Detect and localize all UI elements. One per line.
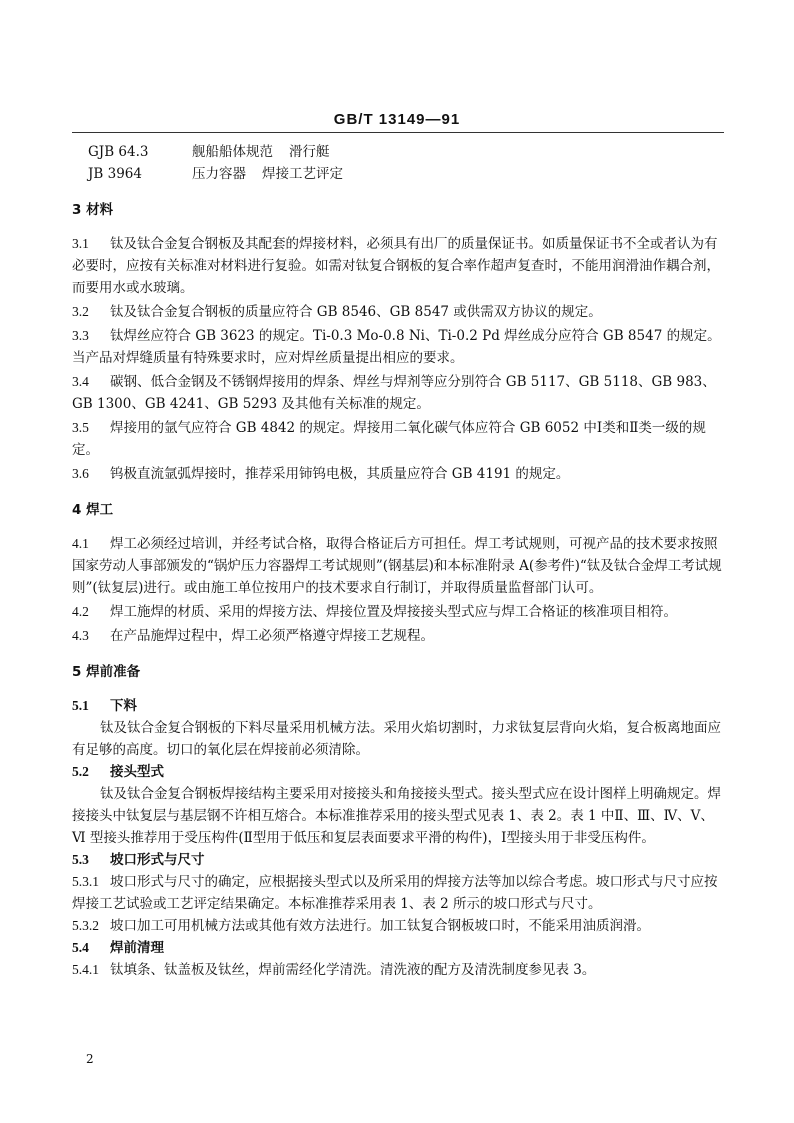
subsection-heading-5-1 (72, 695, 724, 717)
clause-5-3-1 (72, 871, 724, 915)
subsection-heading-5-3 (72, 849, 724, 871)
clause-text: 坡口形式与尺寸的确定，应根据接头型式以及所采用的焊接方法等加以综合考虑。坡口形式与尺寸应按焊接工艺试验或工艺评定结果确定。本标准推荐采用表 1、表 2 所示的坡口形式与尺寸。 (72, 874, 718, 912)
clause-text: 钛及钛合金复合钢板及其配套的焊接材料，必须具有出厂的质量保证书。如质量保证书不全或者认为有必要时，应按有关标准对材料进行复验。如需对钛复合钢板的复合率作超声复查时，不能用润滑油作耦合剂，而要用水或水玻璃。 (72, 236, 720, 296)
reference-extra: 滑行艇 (289, 144, 330, 160)
clause-number: 3.2 (72, 304, 89, 319)
clause-number: 3.3 (72, 328, 89, 343)
clause-text: 焊工施焊的材质、采用的焊接方法、焊接位置及焊接接头型式应与焊工合格证的核准项目相符。 (110, 604, 677, 620)
reference-line (72, 163, 724, 185)
clause-3-4 (72, 371, 724, 415)
clause-text: 焊接用的氩气应符合 GB 4842 的规定。焊接用二氧化碳气体应符合 GB 6052 中Ⅰ类和Ⅱ类一级的规定。 (72, 420, 706, 458)
reference-line (72, 141, 724, 163)
clause-4-3 (72, 625, 724, 647)
subsection-title: 坡口形式与尺寸 (110, 852, 205, 868)
subsection-title: 焊前清理 (110, 940, 164, 956)
section-heading-3: 3 材料 (72, 202, 114, 218)
subsection-title: 接头型式 (110, 764, 164, 780)
reference-code: GJB 64.3 (88, 144, 149, 160)
clause-number: 3.5 (72, 420, 89, 435)
subsection-heading-5-4 (72, 937, 724, 959)
clause-number: 3.4 (72, 374, 89, 389)
clause-number: 5.4 (72, 940, 89, 955)
clause-3-1 (72, 233, 724, 299)
reference-code: JB 3964 (88, 166, 142, 182)
reference-name: 压力容器 (192, 166, 246, 182)
clause-5-4-1 (72, 959, 724, 981)
clause-number: 3.6 (72, 466, 89, 481)
clause-3-3 (72, 325, 724, 369)
clause-number: 5.3.2 (72, 918, 99, 933)
paragraph-5-1: 钛及钛合金复合钢板的下料尽量采用机械方法。采用火焰切割时，力求钛复层背向火焰，复合板离地面应有足够的高度。切口的氧化层在焊接前必须清除。 (72, 720, 721, 758)
subsection-title: 下料 (110, 698, 137, 714)
section-heading-5: 5 焊前准备 (72, 664, 141, 680)
clause-text: 在产品施焊过程中，焊工必须严格遵守焊接工艺规程。 (110, 628, 434, 644)
clause-number: 5.3 (72, 852, 89, 867)
clause-number: 4.3 (72, 628, 89, 643)
clause-number: 5.4.1 (72, 962, 99, 977)
clause-3-5 (72, 417, 724, 461)
clause-text: 钛焊丝应符合 GB 3623 的规定。Ti-0.3 Mo-0.8 Ni、Ti-0.2 Pd 焊丝成分应符合 GB 8547 的规定。当产品对焊缝质量有特殊要求时，应对焊丝质量提出相应的要求。 (72, 328, 721, 366)
clause-5-3-2 (72, 915, 724, 937)
clause-number: 5.1 (72, 698, 89, 713)
clause-text: 焊工必须经过培训，并经考试合格，取得合格证后方可担任。焊工考试规则，可视产品的技术要求按照国家劳动人事部颁发的“锅炉压力容器焊工考试规则”(钢基层)和本标准附录 A(参考件)“钛及钛合金焊工考试规则”(钛复层)进行。或由施工单位按用户的技术要求自行制订，并取得质量监督部门认可。 (72, 536, 722, 596)
clause-text: 钛填条、钛盖板及钛丝，焊前需经化学清洗。清洗液的配方及清洗制度参见表 3。 (110, 962, 596, 978)
clause-3-6 (72, 463, 724, 485)
clause-number: 5.2 (72, 764, 89, 779)
document-code-header: GB/T 13149—91 (333, 111, 461, 128)
clause-number: 4.2 (72, 604, 89, 619)
header-rule (72, 132, 724, 133)
subsection-heading-5-2 (72, 761, 724, 783)
section-heading-4: 4 焊工 (72, 502, 114, 518)
clause-text: 坡口加工可用机械方法或其他有效方法进行。加工钛复合钢板坡口时，不能采用油质润滑。 (110, 918, 650, 934)
page-content (72, 141, 724, 981)
page-number: 2 (86, 1052, 94, 1066)
clause-text: 钛及钛合金复合钢板的质量应符合 GB 8546、GB 8547 或供需双方协议的规定。 (110, 304, 602, 320)
paragraph-5-2: 钛及钛合金复合钢板焊接结构主要采用对接接头和角接接头型式。接头型式应在设计图样上明确规定。焊接接头中钛复层与基层钢不许相互熔合。本标准推荐采用的接头型式见表 1、表 2。表 1 中Ⅱ、Ⅲ、Ⅳ、Ⅴ、Ⅵ 型接头推荐用于受压构件(Ⅱ型用于低压和复层表面要求平滑的构件)，Ⅰ型接头用于非受压构件。 (72, 786, 721, 846)
clause-number: 5.3.1 (72, 874, 99, 889)
clause-4-2 (72, 601, 724, 623)
clause-text: 碳钢、低合金钢及不锈钢焊接用的焊条、焊丝与焊剂等应分别符合 GB 5117、GB 5118、GB 983、GB 1300、GB 4241、GB 5293 及其他有关标准的规定。 (72, 374, 716, 412)
reference-extra: 焊接工艺评定 (262, 166, 343, 182)
clause-number: 3.1 (72, 236, 89, 251)
clause-4-1 (72, 533, 724, 599)
clause-text: 钨极直流氩弧焊接时，推荐采用铈钨电极，其质量应符合 GB 4191 的规定。 (110, 466, 570, 482)
clause-3-2 (72, 301, 724, 323)
clause-number: 4.1 (72, 536, 89, 551)
reference-name: 舰船船体规范 (192, 144, 273, 160)
